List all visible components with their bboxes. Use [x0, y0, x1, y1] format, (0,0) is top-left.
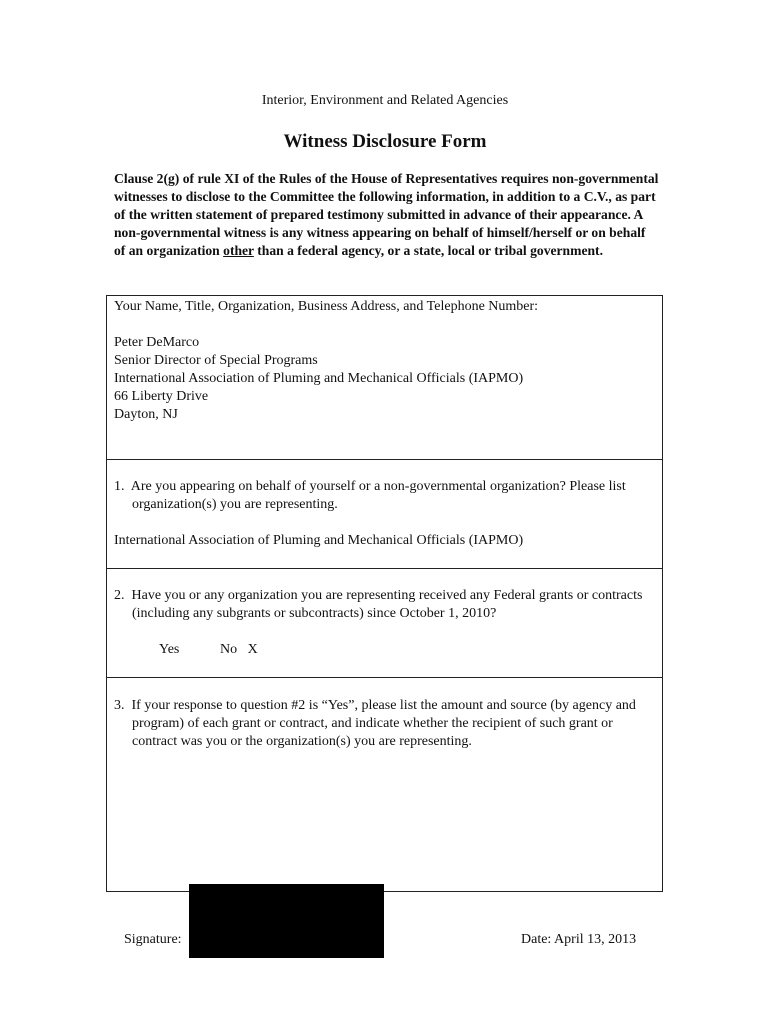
clause-paragraph: [114, 170, 659, 260]
question-2: [107, 587, 662, 623]
clause-underlined-word: other: [223, 243, 254, 258]
question-3-section: [107, 697, 662, 751]
contact-city: Dayton, NJ: [114, 407, 178, 422]
contact-organization: International Association of Pluming and Mechanical Officials (IAPMO): [114, 371, 524, 386]
redacted-signature: [189, 884, 384, 958]
question-3-text: If your response to question #2 is “Yes”, please list the amount and source (by agency and program) of each grant or contract, and indicate whether the recipient of such grant or contract was you or the organization(s) you are representing.: [131, 698, 636, 749]
contact-title: Senior Director of Special Programs: [114, 353, 318, 368]
question-3-number: 3.: [114, 698, 125, 713]
question-2-section: [107, 587, 662, 659]
contact-prompt: Your Name, Title, Organization, Business Address, and Telephone Number:: [114, 299, 539, 314]
question-2-number: 2.: [114, 588, 125, 603]
question-1-answer: International Association of Pluming and Mechanical Officials (IAPMO): [114, 533, 524, 548]
contact-section: [107, 298, 662, 424]
question-1-section: [107, 478, 662, 550]
question-1-text: Are you appearing on behalf of yourself or a non-governmental organization? Please list organization(s) you are representing.: [130, 479, 626, 512]
clause-text-end: than a federal agency, or a state, local or tribal government.: [253, 243, 603, 258]
no-checkmark: X: [247, 642, 258, 657]
clause-text-start: Clause 2(g) of rule XI of the Rules of the House of Representatives requires non-governmental witnesses to disclose to the Committee the following information, in addition to a C.V., as part of the written statement of prepared testimony submitted in advance of their appearance. A non-governmental witness is any witness appearing on behalf of himself/herself or on behalf of an organization: [114, 171, 659, 258]
yes-option: Yes: [159, 642, 180, 657]
contact-details: [114, 334, 662, 424]
form-title: Witness Disclosure Form: [283, 131, 487, 152]
section-divider: [107, 459, 662, 460]
question-3: [107, 697, 662, 751]
question-2-text: Have you or any organization you are representing received any Federal grants or contracts (including any subgrants or subcontracts) since October 1, 2010?: [131, 588, 643, 621]
signature-date: Date: April 13, 2013: [521, 932, 637, 947]
committee-subtitle: Interior, Environment and Related Agencies: [261, 93, 509, 108]
disclosure-form-box: [106, 295, 663, 892]
contact-name: Peter DeMarco: [114, 335, 200, 350]
section-divider: [107, 568, 662, 569]
signature-label: Signature:: [124, 932, 182, 947]
section-divider: [107, 677, 662, 678]
no-option: No: [220, 642, 238, 657]
question-1-number: 1.: [114, 479, 125, 494]
question-2-answer: [107, 641, 662, 659]
contact-address: 66 Liberty Drive: [114, 389, 209, 404]
question-1: [107, 478, 662, 514]
